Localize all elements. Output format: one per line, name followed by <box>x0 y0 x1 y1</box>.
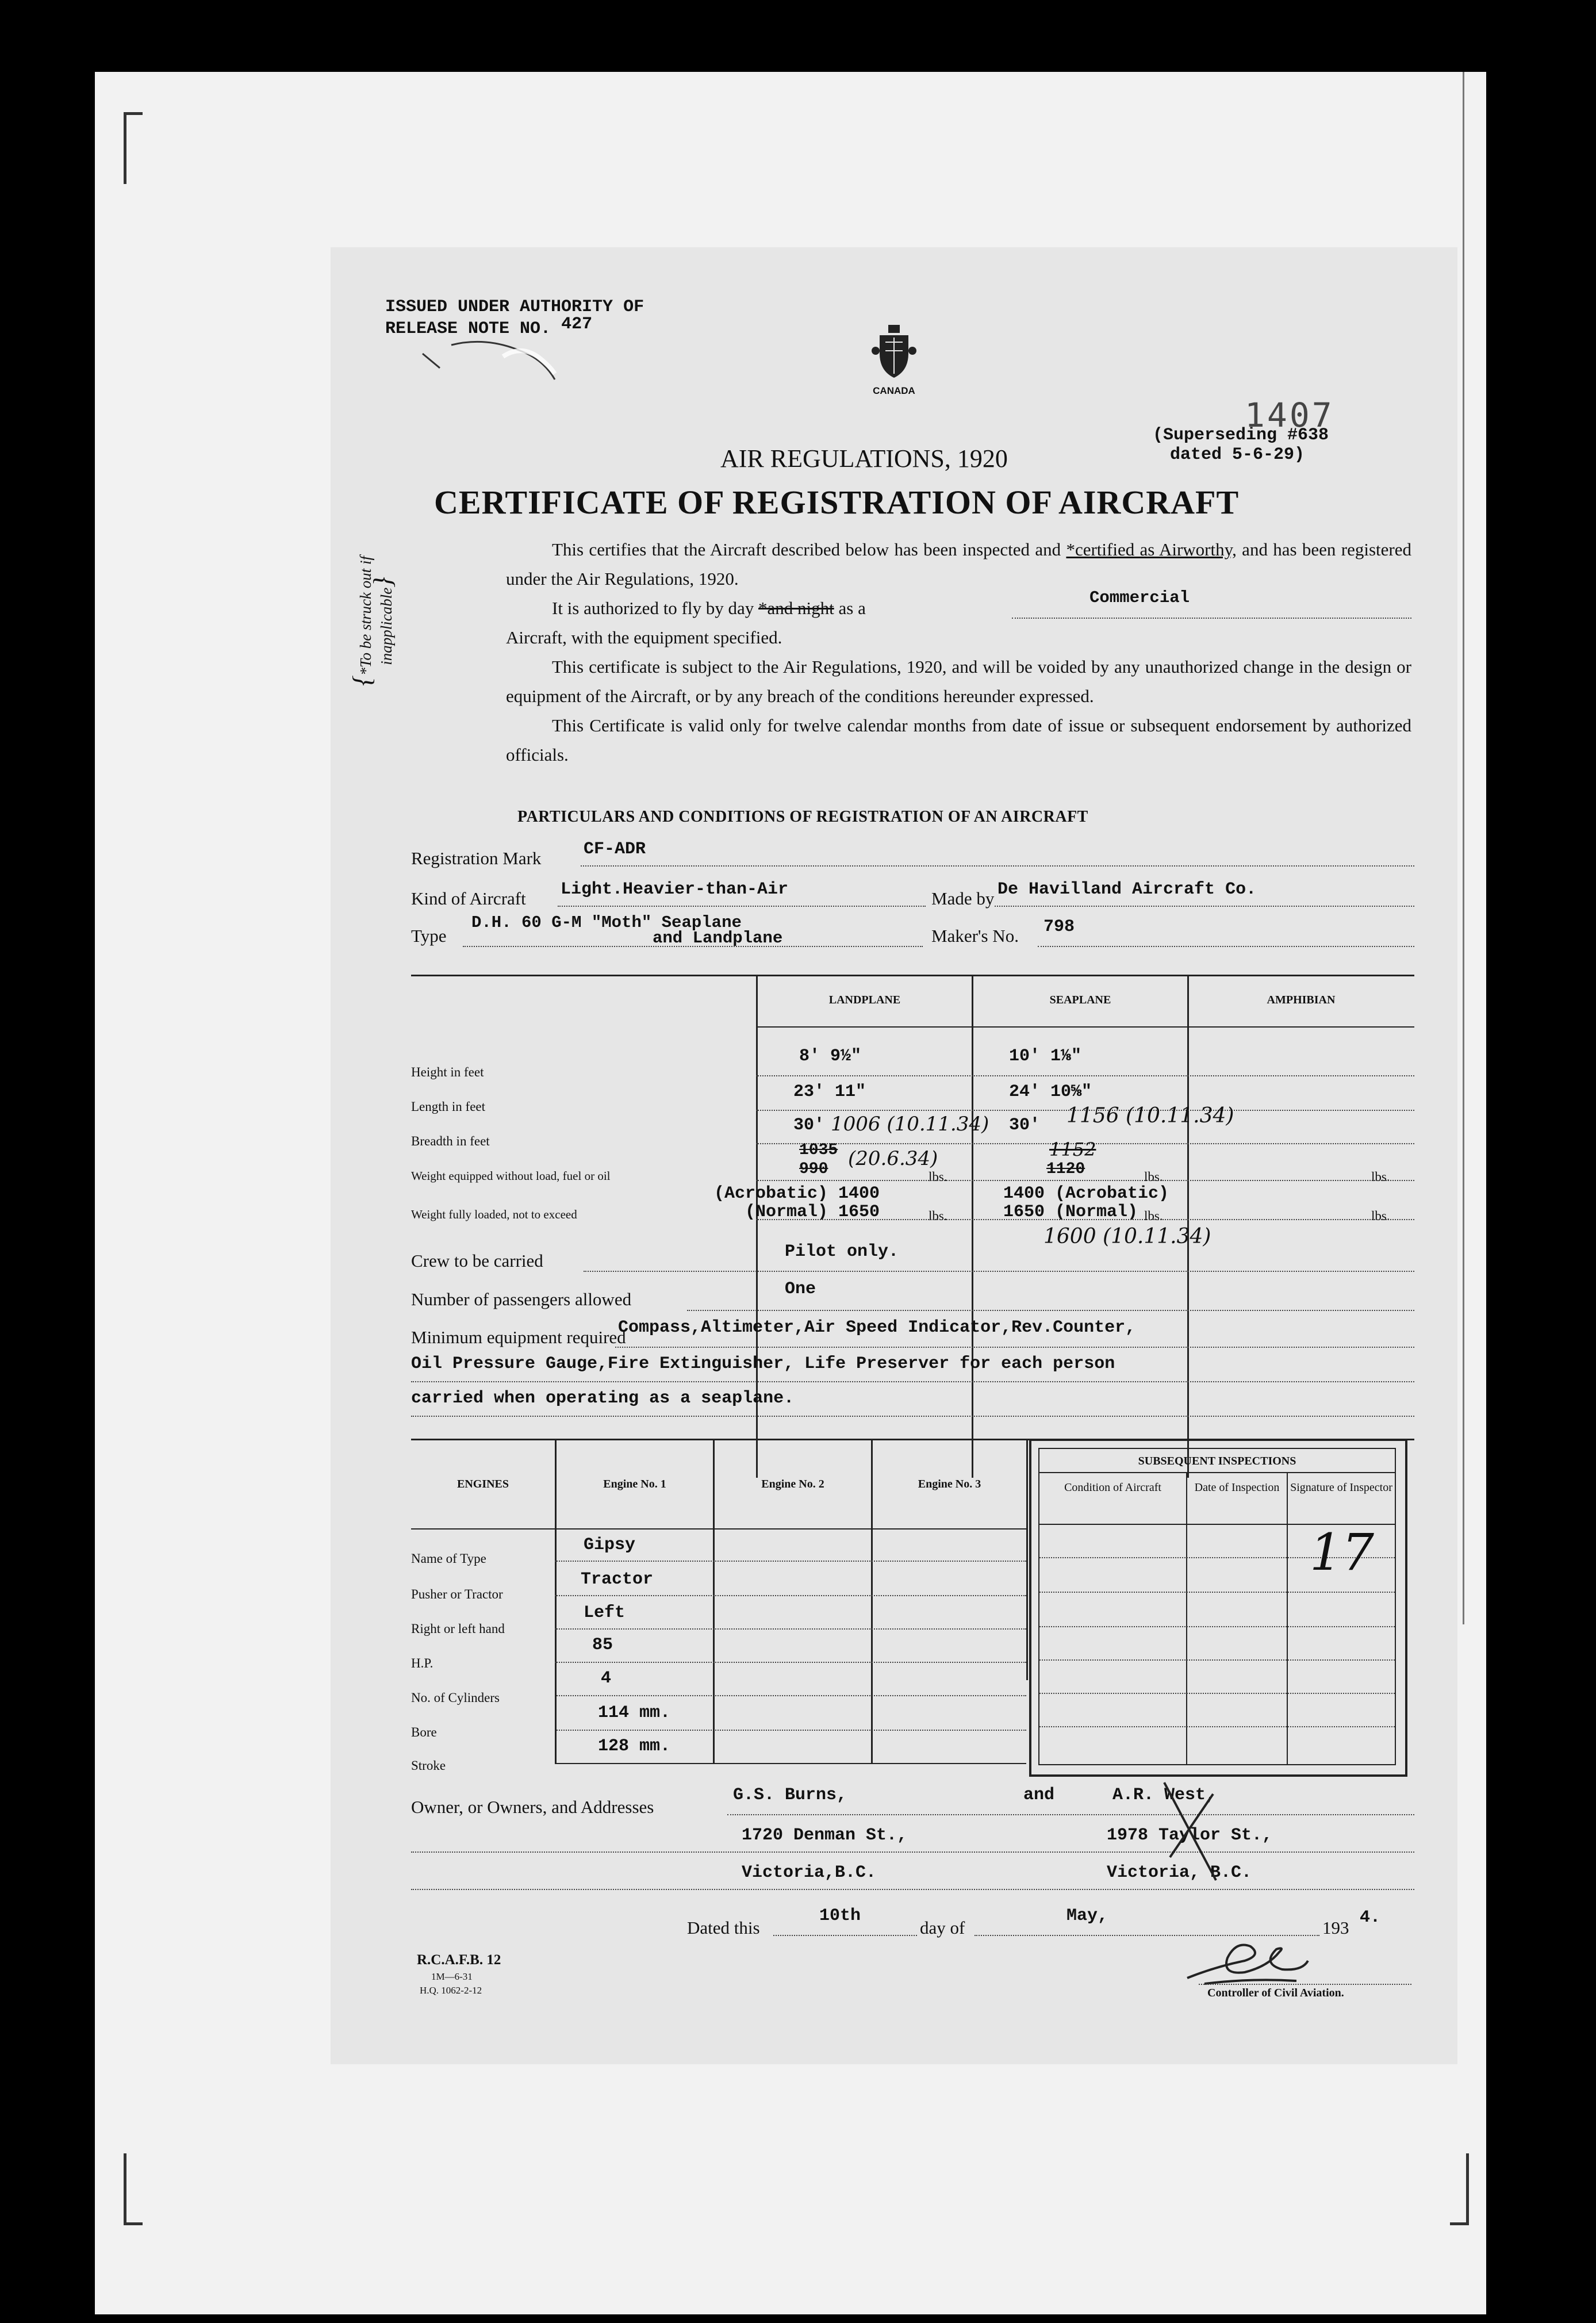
corner-mark-bottom-right <box>1450 2153 1469 2225</box>
seaplane-header: SEAPLANE <box>1049 994 1111 1006</box>
kind-of-aircraft-line <box>558 906 926 907</box>
canada-coat-of-arms-emblem <box>871 325 917 382</box>
pusher-tractor-label: Pusher or Tractor <box>411 1587 503 1601</box>
engines-col-divider-4 <box>1026 1439 1028 1680</box>
dated-day-line <box>773 1935 917 1936</box>
engine-1-hp: 85 <box>592 1635 613 1655</box>
engine-1-type: Gipsy <box>584 1535 636 1555</box>
pusher-tractor-line <box>555 1595 1026 1596</box>
height-label: Height in feet <box>411 1065 484 1079</box>
equipment-line-1: Compass,Altimeter,Air Speed Indicator,Rev.Counter, <box>618 1318 1136 1337</box>
made-by-value: De Havilland Aircraft Co. <box>998 880 1257 899</box>
dated-month-line <box>975 1935 1319 1936</box>
weight-equipped-label: Weight equipped without load, fuel or oil <box>411 1169 611 1183</box>
engine-1-header: Engine No. 1 <box>603 1478 666 1490</box>
mount-edge-line <box>1463 72 1464 1624</box>
date-inspection-header: Date of Inspection <box>1194 1481 1280 1494</box>
hp-line <box>555 1662 1026 1663</box>
owner-2-name: A.R. West, <box>1112 1785 1217 1805</box>
breadth-seaplane: 30' <box>1009 1116 1041 1135</box>
height-row-line <box>756 1075 1414 1076</box>
owner-1-name: G.S. Burns, <box>733 1785 847 1805</box>
crew-line <box>584 1271 1414 1272</box>
weight-equipped-seaplane: 1120 <box>1046 1160 1085 1178</box>
inspections-title: SUBSEQUENT INSPECTIONS <box>1138 1455 1296 1467</box>
engines-col-divider-3-lower <box>871 1680 873 1764</box>
body-p3: This certificate is subject to the Air Regulations, 1920, and will be voided by any unauthorized change in the design or equipment of the Aircraft, or by any breach of the conditions hereunder expressed. <box>506 657 1411 706</box>
inspector-mark: 17 <box>1310 1523 1374 1582</box>
made-by-label: Made by <box>931 888 995 908</box>
document-number: 1407 <box>1245 396 1334 435</box>
equipment-rule-3 <box>411 1416 1414 1417</box>
particulars-title: PARTICULARS AND CONDITIONS OF REGISTRATION OF AN AIRCRAFT <box>517 808 1088 826</box>
controller-title: Controller of Civil Aviation. <box>1207 1987 1344 1999</box>
weight-equipped-seaplane-unit: lbs. <box>1144 1170 1163 1184</box>
cylinders-label: No. of Cylinders <box>411 1690 500 1705</box>
makers-number-label: Maker's No. <box>931 926 1019 946</box>
weight-equipped-landplane-amendment: (20.6.34) <box>848 1147 938 1170</box>
registration-mark-value: CF-ADR <box>584 839 646 859</box>
weight-loaded-label: Weight fully loaded, not to exceed <box>411 1208 577 1221</box>
bore-line <box>555 1730 1026 1731</box>
dated-year-prefix: 193 <box>1322 1918 1349 1938</box>
weight-equipped-row-line <box>756 1180 1414 1181</box>
kind-of-aircraft-value: Light.Heavier-than-Air <box>561 880 789 899</box>
body-p4: This Certificate is valid only for twelve calendar months from date of issue or subsequent endorsement by authorized officials. <box>506 715 1411 765</box>
type-line <box>463 946 923 947</box>
weight-loaded-sea-normal: 1650 (Normal) <box>1003 1202 1138 1222</box>
equipment-rule-2 <box>411 1381 1414 1382</box>
body-p2-as-a: as a <box>834 598 866 618</box>
crew-value: Pilot only. <box>785 1242 899 1262</box>
engine-3-header: Engine No. 3 <box>918 1478 981 1490</box>
stamp-scribble <box>417 334 566 385</box>
superseding-note <box>1153 425 1329 465</box>
body-p1-start: This certifies that the Aircraft described below has been inspected and <box>552 539 1066 559</box>
engines-bottom-rule <box>555 1763 1026 1764</box>
corner-mark-top-left <box>124 112 143 184</box>
subsequent-inspections-box <box>1029 1439 1407 1777</box>
weight-loaded-row-line <box>756 1219 1414 1220</box>
dated-day-value: 10th <box>819 1906 861 1926</box>
kind-of-aircraft-label: Kind of Aircraft <box>411 888 526 908</box>
day-of-label: day of <box>920 1918 965 1938</box>
form-number: R.C.A.F.B. 12 <box>417 1952 501 1968</box>
crew-label: Crew to be carried <box>411 1251 543 1271</box>
breadth-landplane-amendment: 1006 (10.11.34) <box>831 1113 989 1136</box>
weight-loaded-seaplane-unit: lbs. <box>1144 1209 1163 1223</box>
weight-equipped-landplane-unit: lbs. <box>929 1170 947 1184</box>
body-p2-start: It is authorized to fly by day <box>552 598 758 618</box>
print-number: 1M—6-31 <box>431 1971 473 1982</box>
passengers-label: Number of passengers allowed <box>411 1289 632 1309</box>
engines-col-divider-2-lower <box>713 1680 715 1764</box>
engines-col-divider-1 <box>555 1439 557 1680</box>
weight-loaded-land-acrobatic: (Acrobatic) 1400 <box>713 1184 880 1203</box>
certificate-sheet <box>331 247 1457 2064</box>
weight-equipped-landplane: 1035 <box>799 1141 838 1159</box>
condition-header: Condition of Aircraft <box>1064 1481 1161 1494</box>
signature-inspector-header: Signature of Inspector <box>1290 1481 1392 1494</box>
hp-label: H.P. <box>411 1656 433 1670</box>
owner-2-street: 1978 Taylor St., <box>1107 1826 1273 1845</box>
weight-loaded-sea-acrobatic: 1400 (Acrobatic) <box>1003 1184 1169 1203</box>
owners-label: Owner, or Owners, and Addresses <box>411 1797 654 1817</box>
weight-loaded-landplane-unit: lbs. <box>929 1209 947 1223</box>
engine-1-bore: 114 mm. <box>598 1703 671 1723</box>
passengers-line <box>687 1310 1414 1311</box>
dated-this-label: Dated this <box>687 1918 760 1938</box>
type-value-line-1: D.H. 60 G-M "Moth" Seaplane <box>471 913 742 932</box>
engine-2-header: Engine No. 2 <box>761 1478 824 1490</box>
equipment-label: Minimum equipment required <box>411 1327 626 1347</box>
certificate-title: CERTIFICATE OF REGISTRATION OF AIRCRAFT <box>434 484 1240 521</box>
corner-mark-bottom-left <box>124 2153 143 2225</box>
dated-month-value: May, <box>1066 1906 1108 1926</box>
length-label: Length in feet <box>411 1099 486 1114</box>
emblem-country-label: CANADA <box>873 385 915 396</box>
weight-loaded-amphibian-unit: lbs. <box>1371 1209 1390 1223</box>
passengers-value: One <box>785 1279 816 1299</box>
hand-label: Right or left hand <box>411 1621 505 1636</box>
certified-airworthy-phrase: *certified as Airworthy, <box>1066 539 1237 559</box>
owners-line-3 <box>411 1889 1414 1890</box>
amphibian-header: AMPHIBIAN <box>1267 994 1336 1006</box>
weight-loaded-land-normal: (Normal) 1650 <box>745 1202 880 1222</box>
body-p2-end: Aircraft, with the equipment specified. <box>506 627 782 647</box>
night-phrase-struck: *and night <box>758 598 834 618</box>
dims-col-divider-2 <box>972 975 973 1478</box>
category-underline <box>1012 618 1411 619</box>
registration-mark-line <box>581 865 1414 867</box>
breadth-seaplane-amendment: 1156 (10.11.34) <box>1066 1104 1234 1128</box>
controller-signature-line <box>1199 1984 1411 1985</box>
weight-equipped-seaplane-amendment: 1152 <box>1049 1138 1096 1160</box>
weight-loaded-landplane <box>650 1184 880 1221</box>
superseding-line-1: (Superseding #638 <box>1153 425 1329 445</box>
release-note-number: 427 <box>561 315 593 334</box>
breadth-landplane: 30' <box>793 1116 825 1135</box>
engines-col-divider-1-lower <box>555 1680 557 1764</box>
made-by-line <box>995 906 1414 907</box>
equipment-line-2: Oil Pressure Gauge,Fire Extinguisher, Life Preserver for each person <box>411 1354 1115 1374</box>
engine-type-label: Name of Type <box>411 1551 486 1566</box>
weight-loaded-seaplane-amendment: 1600 (10.11.34) <box>1043 1225 1211 1248</box>
length-seaplane: 24' 10⅝" <box>1009 1082 1092 1102</box>
bore-label: Bore <box>411 1725 437 1739</box>
engines-header: ENGINES <box>456 1478 509 1490</box>
engine-type-line <box>555 1561 1026 1562</box>
owner-2-strike-mark <box>1158 1777 1222 1886</box>
engine-1-cylinders: 4 <box>601 1669 612 1688</box>
weight-equipped-amphibian-unit: lbs. <box>1371 1170 1390 1184</box>
length-landplane: 23' 11" <box>793 1082 866 1102</box>
side-note-text: *To be struck out if inapplicable <box>357 556 395 676</box>
height-landplane: 8' 9½" <box>799 1046 862 1066</box>
dims-header-rule <box>756 1026 1414 1028</box>
owner-2-city: Victoria, B.C. <box>1107 1863 1252 1883</box>
hand-line <box>555 1628 1026 1630</box>
body-p1-end: and has been registered under the Air Regulations, 1920. <box>506 539 1411 589</box>
weight-equipped-landplane-struck: 990 <box>799 1160 828 1178</box>
owners-line-1 <box>727 1814 1414 1815</box>
type-value-line-2: and Landplane <box>653 929 783 948</box>
regulations-heading: AIR REGULATIONS, 1920 <box>720 444 1008 473</box>
type-label: Type <box>411 926 447 946</box>
height-seaplane: 10' 1⅛" <box>1009 1046 1082 1066</box>
engine-1-pusher-tractor: Tractor <box>581 1570 654 1589</box>
engines-header-rule <box>411 1528 1026 1529</box>
dated-year-digit: 4. <box>1360 1908 1381 1927</box>
engines-col-divider-3 <box>871 1439 873 1680</box>
owners-line-2 <box>411 1851 1414 1853</box>
superseding-line-2: dated 5-6-29) <box>1170 445 1305 465</box>
dims-table-top-rule <box>411 975 1414 976</box>
registration-mark-label: Registration Mark <box>411 848 542 868</box>
engine-1-stroke: 128 mm. <box>598 1736 671 1756</box>
hq-number: H.Q. 1062-2-12 <box>420 1985 482 1996</box>
owner-1-city: Victoria,B.C. <box>742 1863 877 1883</box>
stroke-label: Stroke <box>411 1758 446 1773</box>
landplane-header: LANDPLANE <box>828 994 901 1006</box>
equipment-rule-1 <box>615 1347 1414 1348</box>
makers-number-value: 798 <box>1043 917 1075 937</box>
engine-1-hand: Left <box>584 1603 626 1623</box>
stamp-line-1: ISSUED UNDER AUTHORITY OF <box>385 297 644 317</box>
aircraft-category: Commercial <box>1089 588 1190 607</box>
owners-conjunction: and <box>1023 1785 1055 1805</box>
stamp-line-2: RELEASE NOTE NO. <box>385 319 551 339</box>
certificate-body <box>506 535 1411 769</box>
cylinders-line <box>555 1695 1026 1696</box>
strike-out-side-note: {*To be struck out if inapplicable} <box>347 556 397 686</box>
breadth-label: Breadth in feet <box>411 1134 490 1148</box>
owner-1-street: 1720 Denman St., <box>742 1826 908 1845</box>
equipment-line-3: carried when operating as a seaplane. <box>411 1389 795 1408</box>
makers-number-line <box>1038 946 1414 947</box>
engines-col-divider-2 <box>713 1439 715 1680</box>
